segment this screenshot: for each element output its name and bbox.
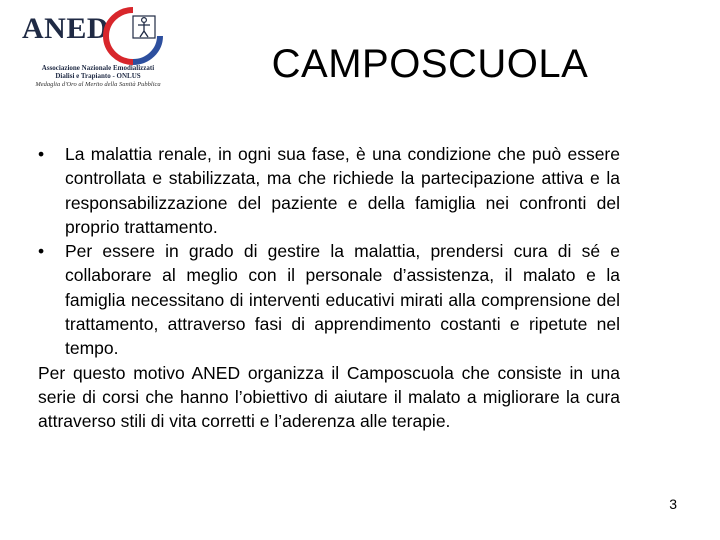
closing-paragraph: Per questo motivo ANED organizza il Camposcuola che consiste in una serie di corsi che hanno l’obiettivo di aiutare il malato a migliorare la cura attraverso stili di vita corretti e l’aderenza alle terapie. — [38, 362, 620, 432]
bullet-text: La malattia renale, in ogni sua fase, è una condizione che può essere controllata e stabilizzata, ma che richiede la partecipazione attiva e la responsabilizzazione del paziente e della famiglia nei confronti del proprio trattamento. — [65, 144, 620, 237]
aned-emblem-icon — [100, 6, 166, 66]
page-number: 3 — [669, 496, 677, 512]
bullet-item — [38, 142, 620, 239]
logo-association-name: Associazione Nazionale Emodializzati — [41, 64, 155, 72]
bullet-item — [38, 239, 620, 360]
logo-association-subtitle: Dialisi e Trapianto - ONLUS — [55, 72, 141, 80]
slide-body — [38, 142, 620, 434]
bullet-text: Per essere in grado di gestire la malattia, prendersi cura di sé e collaborare al meglio con il personale d’assistenza, il malato e la famiglia necessitano di interventi educativi mirati alla comprensione del trattamento, attraverso fasi di apprendimento costanti e ripetute nel tempo. — [65, 241, 620, 359]
aned-logo — [8, 6, 178, 96]
slide-title: CAMPOSCUOLA — [271, 42, 589, 86]
logo-wordmark: ANED — [22, 12, 110, 45]
bullet-marker: • — [38, 241, 45, 262]
bullet-marker: • — [38, 144, 45, 164]
logo-medal-caption: Medaglia d'Oro al Merito della Sanità Pubblica — [35, 81, 161, 88]
